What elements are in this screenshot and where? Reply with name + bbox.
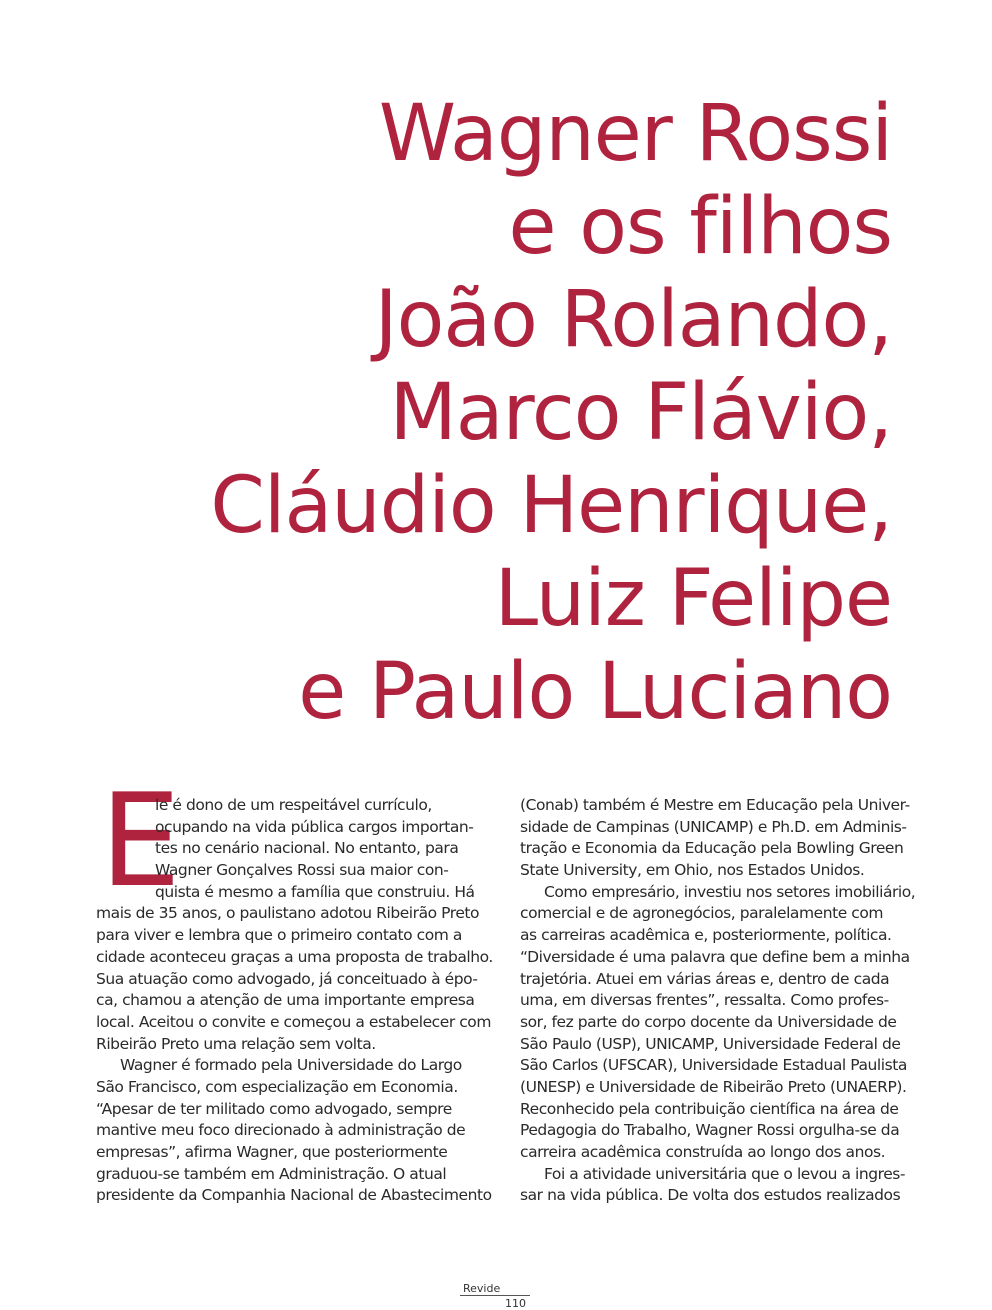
text-line: cidade aconteceu graças a uma proposta de trabalho. <box>96 947 493 966</box>
drop-cap: E <box>100 767 181 916</box>
text-line: Pedagogia do Trabalho, Wagner Rossi orgulha-se da <box>520 1121 900 1140</box>
title-line: Marco Flávio, <box>389 368 892 458</box>
title-line: João Rolando, <box>374 275 892 365</box>
title-line: Cláudio Henrique, <box>210 461 892 551</box>
text-line: comercial e de agronegócios, paralelamente com <box>520 904 884 923</box>
text-line: para viver e lembra que o primeiro contato com a <box>96 926 462 945</box>
text-line: (UNESP) e Universidade de Ribeirão Preto (UNAERP). <box>520 1077 907 1096</box>
text-line: as carreiras acadêmica e, posteriormente, política. <box>520 926 892 945</box>
article-title <box>72 88 892 739</box>
text-line: Wagner é formado pela Universidade do Largo <box>120 1056 462 1075</box>
text-line: graduou-se também em Administração. O atual <box>96 1164 447 1183</box>
text-line: State University, em Ohio, nos Estados Unidos. <box>520 861 865 880</box>
text-line: São Francisco, com especialização em Economia. <box>96 1077 458 1096</box>
text-line: “Diversidade é uma palavra que define bem a minha <box>520 947 910 966</box>
text-line: uma, em diversas frentes”, ressalta. Como profes- <box>520 991 889 1010</box>
text-line: ocupando na vida pública cargos importan- <box>155 817 474 836</box>
title-line: Wagner Rossi <box>378 89 892 179</box>
title-line: Luiz Felipe <box>494 554 892 644</box>
article-column-left <box>96 795 493 1207</box>
title-line: e Paulo Luciano <box>298 647 892 737</box>
text-line: mais de 35 anos, o paulistano adotou Ribeirão Preto <box>96 904 480 923</box>
text-line: sar na vida pública. De volta dos estudos realizados <box>520 1186 901 1205</box>
text-line: quista é mesmo a família que construiu. Há <box>155 882 475 901</box>
footer-divider <box>460 1295 530 1296</box>
magazine-name: Revide <box>463 1282 501 1295</box>
text-line: sidade de Campinas (UNICAMP) e Ph.D. em Adminis- <box>520 817 907 836</box>
text-line: tração e Economia da Educação pela Bowling Green <box>520 839 904 858</box>
text-line: presidente da Companhia Nacional de Abastecimento <box>96 1186 492 1205</box>
text-line: (Conab) também é Mestre em Educação pela Univer- <box>520 796 910 814</box>
text-line: carreira acadêmica construída ao longo dos anos. <box>520 1143 886 1161</box>
text-line: mantive meu foco direcionado à administração de <box>96 1121 466 1140</box>
text-line: “Apesar de ter militado como advogado, sempre <box>96 1099 452 1118</box>
text-line: São Paulo (USP), UNICAMP, Universidade Federal de <box>520 1034 901 1053</box>
text-line: São Carlos (UFSCAR), Universidade Estadual Paulista <box>520 1056 907 1075</box>
text-line: trajetória. Atuei em várias áreas e, dentro de cada <box>520 969 890 988</box>
text-line: ca, chamou a atenção de uma importante empresa <box>96 991 475 1010</box>
text-line: Reconhecido pela contribuição científica na área de <box>520 1099 899 1118</box>
text-line: Wagner Gonçalves Rossi sua maior con- <box>155 861 449 880</box>
text-line: Sua atuação como advogado, já conceituado à épo- <box>96 969 478 988</box>
text-line: local. Aceitou o convite e começou a estabelecer com <box>96 1012 491 1031</box>
page-number: 110 <box>505 1297 526 1310</box>
text-line: Como empresário, investiu nos setores imobiliário, <box>544 882 916 901</box>
text-line: Foi a atividade universitária que o levou a ingres- <box>544 1164 906 1183</box>
text-line: empresas”, afirma Wagner, que posteriormente <box>96 1143 448 1161</box>
text-line: le é dono de um respeitável currículo, <box>155 796 432 814</box>
text-line: Ribeirão Preto uma relação sem volta. <box>96 1034 376 1053</box>
text-line: sor, fez parte do corpo docente da Universidade de <box>520 1012 897 1031</box>
article-column-right <box>520 795 916 1207</box>
text-line: tes no cenário nacional. No entanto, para <box>155 839 459 858</box>
title-line: e os filhos <box>508 182 892 272</box>
